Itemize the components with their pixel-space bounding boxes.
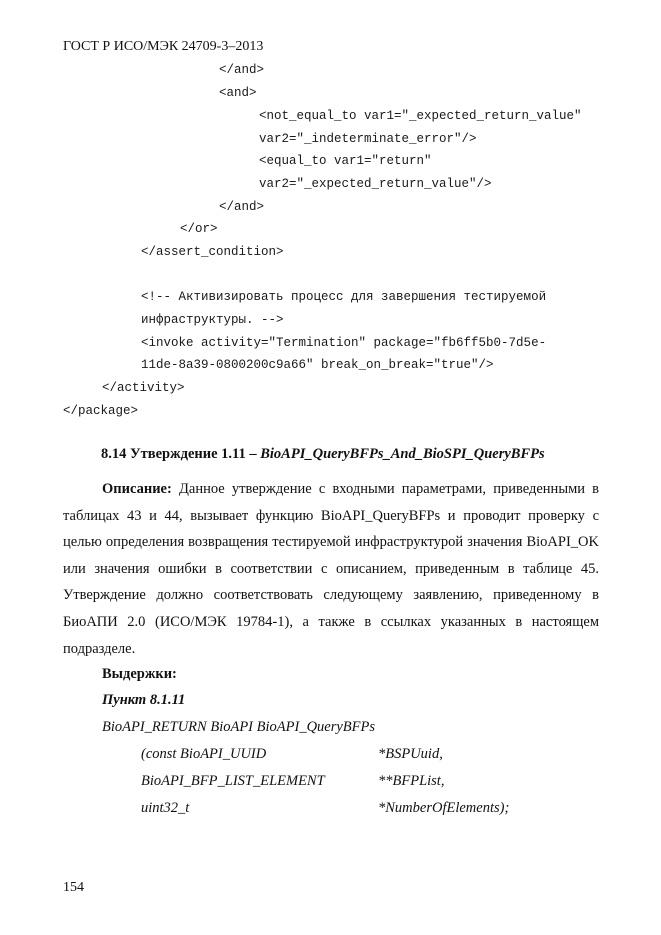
param-name: **BFPList, <box>378 773 445 789</box>
code-line: </and> <box>219 200 265 214</box>
code-line: <equal_to var1="return" <box>259 154 432 168</box>
description-text: Данное утверждение с входными параметрами, приведенными в таблицах 43 и 44, вызывает функцию BioAPI_QueryBFPs и проводит проверку с целью определения возвращения тестируемой инфраструктурой значения BioAPI_OK или значения ошибки в соответствии с описанием, приведенным в таблице 45. Утверждение должно соответствовать следующему заявлению, приведенному в БиоАПИ 2.0 (ИСО/МЭК 19784-1), а также в ссылках указанных в настоящем подразделе. <box>63 481 600 657</box>
description-label: Описание: <box>102 481 172 497</box>
code-line: </assert_condition> <box>141 245 284 259</box>
function-signature: BioAPI_RETURN BioAPI BioAPI_QueryBFPs <box>102 719 376 735</box>
excerpts-label: Выдержки: <box>102 666 177 682</box>
code-line: </and> <box>219 63 265 77</box>
code-line: <!-- Активизировать процесс для завершения тестируемой <box>141 290 547 304</box>
section-heading <box>101 446 545 463</box>
description-paragraph <box>63 476 599 662</box>
code-line: <invoke activity="Termination" package="fb6ff5b0-7d5e- <box>141 336 547 350</box>
code-line: 11de-8a39-0800200c9a66" break_on_break="true"/> <box>141 358 494 372</box>
clause-reference: Пункт 8.1.11 <box>102 692 186 708</box>
code-line: </package> <box>63 404 139 418</box>
code-line: var2="_indeterminate_error"/> <box>259 132 477 146</box>
param-type: (const BioAPI_UUID <box>141 746 267 762</box>
code-line: </or> <box>180 222 218 236</box>
param-name: *NumberOfElements); <box>378 800 510 816</box>
code-line: </activity> <box>102 381 185 395</box>
code-line: инфраструктуры. --> <box>141 313 284 327</box>
code-line: <not_equal_to var1="_expected_return_value" <box>259 109 582 123</box>
param-type: BioAPI_BFP_LIST_ELEMENT <box>141 773 325 789</box>
section-api-name: BioAPI_QueryBFPs_And_BioSPI_QueryBFPs <box>260 446 545 462</box>
running-header: ГОСТ Р ИСО/МЭК 24709-3–2013 <box>63 39 264 54</box>
param-type: uint32_t <box>141 800 190 816</box>
param-name: *BSPUuid, <box>378 746 443 762</box>
code-line: var2="_expected_return_value"/> <box>259 177 492 191</box>
section-number-title: 8.14 Утверждение 1.11 – <box>101 446 261 462</box>
page-number: 154 <box>63 880 84 895</box>
code-line: <and> <box>219 86 257 100</box>
